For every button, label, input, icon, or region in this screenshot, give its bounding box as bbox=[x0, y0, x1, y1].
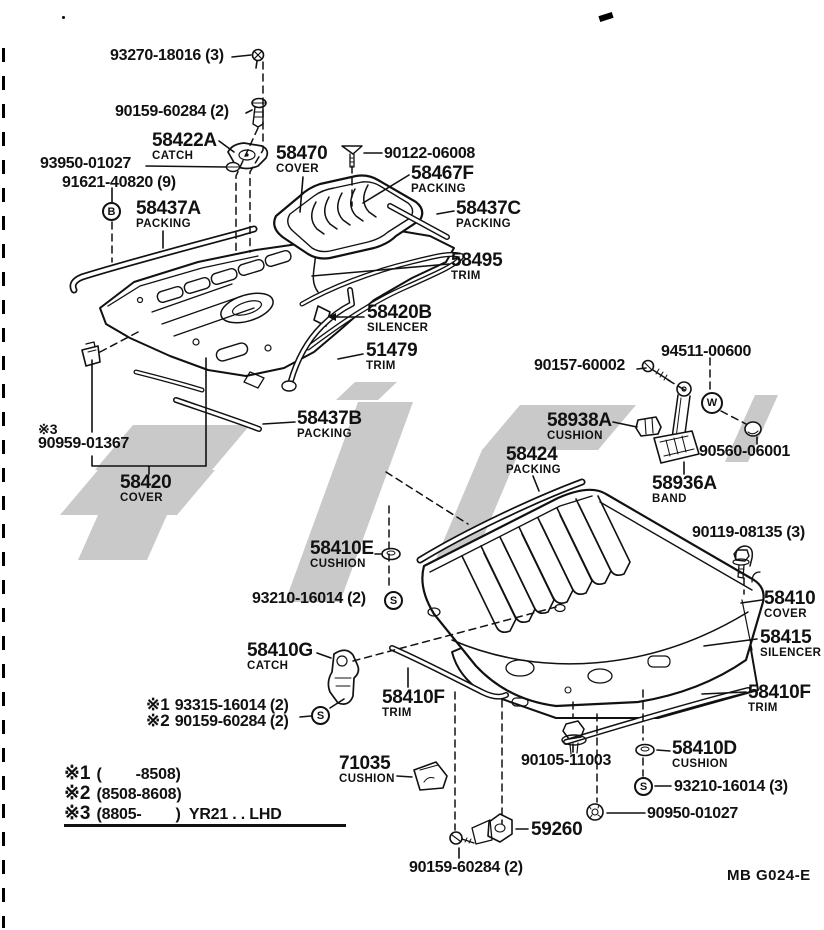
part-caption: TRIM bbox=[382, 707, 412, 719]
label-51479 bbox=[366, 341, 417, 373]
part-number: 58936A bbox=[652, 473, 717, 494]
part-number: 58415 bbox=[760, 627, 812, 648]
label-58938A bbox=[547, 411, 612, 443]
label-58410G bbox=[247, 641, 313, 673]
label-90159-top bbox=[115, 104, 229, 120]
label-58410F-mid bbox=[382, 688, 445, 720]
part-number: 93315-16014 (2) bbox=[174, 697, 289, 714]
part-number: 58495 bbox=[451, 250, 503, 271]
footnote-mark: ※3 bbox=[64, 803, 91, 824]
label-58424 bbox=[506, 445, 561, 477]
bracket-glyph-59260 bbox=[472, 814, 512, 844]
footnote-underline bbox=[64, 824, 346, 827]
label-90122 bbox=[384, 146, 475, 162]
part-number: 58410F bbox=[382, 687, 445, 708]
nut-glyph-90950 bbox=[587, 804, 603, 820]
part-caption: PACKING bbox=[506, 464, 561, 476]
part-number: 91621-40820 (9) bbox=[62, 174, 176, 191]
part-number: 90119-08135 (3) bbox=[692, 524, 805, 541]
footnote-block bbox=[64, 762, 282, 822]
label-58410D bbox=[672, 739, 737, 771]
label-58420 bbox=[120, 473, 171, 505]
lower-floor-assembly-drawing bbox=[389, 482, 764, 742]
part-caption: PACKING bbox=[297, 428, 352, 440]
circled-s-marker bbox=[311, 706, 330, 725]
part-number: 90159-60284 (2) bbox=[115, 103, 229, 120]
label-90159-bottom bbox=[409, 860, 523, 876]
label-90950 bbox=[647, 806, 738, 822]
part-caption: PACKING bbox=[136, 218, 191, 230]
part-number: 58437A bbox=[136, 198, 201, 219]
part-number: 58938A bbox=[547, 410, 612, 431]
cushion-glyph-58410E bbox=[382, 549, 400, 560]
part-caption: CUSHION bbox=[339, 773, 395, 785]
label-90560 bbox=[699, 444, 790, 460]
part-caption: COVER bbox=[120, 492, 163, 504]
label-90159-note2 bbox=[146, 712, 289, 730]
label-93950 bbox=[40, 156, 131, 172]
part-caption: SILENCER bbox=[760, 647, 822, 659]
screw-glyph-90159-bottom bbox=[450, 832, 474, 844]
footnote-mark: ※2 bbox=[146, 711, 170, 730]
part-caption: CATCH bbox=[152, 150, 194, 162]
label-93210-3 bbox=[674, 779, 788, 795]
part-caption: TRIM bbox=[366, 360, 396, 372]
part-caption: PACKING bbox=[456, 218, 511, 230]
label-90119 bbox=[692, 525, 805, 541]
label-58467F bbox=[411, 164, 474, 196]
screw-glyph-90122 bbox=[342, 146, 362, 167]
label-59260 bbox=[531, 820, 582, 839]
footnote-mark: ※2 bbox=[64, 783, 91, 804]
cushion-glyph-71035 bbox=[414, 762, 447, 790]
label-58410E bbox=[310, 539, 374, 571]
part-caption: PACKING bbox=[411, 183, 466, 195]
footnote-line-2 bbox=[64, 782, 282, 802]
footnote-text: ( -8508) bbox=[96, 766, 181, 783]
label-58437A bbox=[136, 199, 201, 231]
band-glyph-58936A bbox=[654, 382, 699, 463]
catch-glyph-58410G bbox=[328, 650, 358, 704]
label-58410F-right bbox=[748, 683, 811, 715]
part-number: 58410D bbox=[672, 738, 737, 759]
footnote-mark: ※1 bbox=[146, 695, 170, 714]
part-caption: TRIM bbox=[451, 270, 481, 282]
label-71035 bbox=[339, 754, 395, 786]
marker-letter: S bbox=[316, 709, 325, 722]
cushion-glyph-58938A bbox=[636, 417, 661, 436]
part-number: 58437B bbox=[297, 408, 362, 429]
circled-b-marker bbox=[102, 202, 121, 221]
part-number: 94511-00600 bbox=[661, 343, 752, 360]
part-number: 58424 bbox=[506, 444, 558, 465]
label-58495 bbox=[451, 251, 502, 283]
label-58936A bbox=[652, 474, 717, 506]
cushion-glyph-58410D bbox=[636, 745, 654, 756]
footnote-mark: ※3 bbox=[38, 421, 58, 437]
part-number: 93950-01027 bbox=[40, 155, 132, 172]
grommet-glyph-90560 bbox=[745, 422, 761, 436]
part-number: 59260 bbox=[531, 819, 583, 840]
part-number: 93210-16014 (2) bbox=[252, 590, 366, 607]
part-number: 90950-01027 bbox=[647, 805, 739, 822]
screw-glyph-90159-top bbox=[252, 99, 266, 128]
part-caption: BAND bbox=[652, 493, 687, 505]
part-number: 90159-60284 (2) bbox=[409, 859, 523, 876]
part-number: 58410 bbox=[764, 588, 816, 609]
circled-s-marker bbox=[634, 777, 653, 796]
label-90959 bbox=[38, 422, 129, 452]
part-caption: COVER bbox=[764, 608, 807, 620]
label-58470 bbox=[276, 144, 327, 176]
part-number: 58470 bbox=[276, 143, 328, 164]
label-90105 bbox=[521, 753, 611, 769]
label-93270 bbox=[110, 48, 224, 64]
marker-letter: W bbox=[706, 397, 718, 409]
part-number: 93210-16014 (3) bbox=[674, 778, 788, 795]
marker-letter: S bbox=[639, 780, 648, 793]
marker-letter: S bbox=[389, 594, 398, 607]
part-number: 90959-01367 bbox=[38, 435, 130, 452]
part-caption: SILENCER bbox=[367, 322, 429, 334]
label-91621 bbox=[62, 175, 176, 191]
circled-s-marker bbox=[384, 591, 403, 610]
part-number: 90122-06008 bbox=[384, 145, 476, 162]
label-58437C bbox=[456, 199, 521, 231]
part-number: 58422A bbox=[152, 130, 217, 151]
part-number: 90157-60002 bbox=[534, 357, 626, 374]
footnote-line-3 bbox=[64, 802, 282, 822]
screw-glyph-93270 bbox=[253, 50, 264, 69]
part-number: 58410F bbox=[748, 682, 811, 703]
part-caption: TRIM bbox=[748, 702, 778, 714]
part-number: 58467F bbox=[411, 163, 474, 184]
part-caption: CUSHION bbox=[672, 758, 728, 770]
part-number: 71035 bbox=[339, 753, 391, 774]
footnote-mark: ※1 bbox=[64, 763, 91, 784]
clip-glyph-90959 bbox=[82, 342, 100, 366]
part-number: 51479 bbox=[366, 340, 418, 361]
label-58437B bbox=[297, 409, 362, 441]
part-number: 58410G bbox=[247, 640, 313, 661]
page-code: MB G024-E bbox=[727, 867, 811, 884]
clip-glyph-93950 bbox=[227, 163, 240, 172]
part-number: 90105-11003 bbox=[521, 752, 612, 769]
part-number: 58437C bbox=[456, 198, 521, 219]
part-caption: CUSHION bbox=[310, 558, 366, 570]
part-number: 90159-60284 (2) bbox=[174, 713, 289, 730]
label-58420B bbox=[367, 303, 432, 335]
part-caption: COVER bbox=[276, 163, 319, 175]
part-caption: CUSHION bbox=[547, 430, 603, 442]
part-number: 93270-18016 (3) bbox=[110, 47, 224, 64]
part-caption: CATCH bbox=[247, 660, 289, 672]
label-94511 bbox=[661, 344, 751, 360]
footnote-line-1 bbox=[64, 762, 282, 782]
label-58410 bbox=[764, 589, 815, 621]
label-93210-2 bbox=[252, 591, 366, 607]
label-90157 bbox=[534, 358, 625, 374]
footnote-text: (8805- ) YR21 . . LHD bbox=[96, 806, 282, 823]
part-number: 58420B bbox=[367, 302, 432, 323]
circled-w-marker bbox=[701, 392, 723, 414]
marker-letter: B bbox=[107, 205, 116, 218]
part-number: 58420 bbox=[120, 472, 172, 493]
screw-glyph-90157 bbox=[643, 361, 671, 382]
footnote-text: (8508-8608) bbox=[96, 786, 182, 803]
label-58415 bbox=[760, 628, 821, 660]
part-number: 58410E bbox=[310, 538, 374, 559]
label-58422A bbox=[152, 131, 217, 163]
part-number: 90560-06001 bbox=[699, 443, 791, 460]
